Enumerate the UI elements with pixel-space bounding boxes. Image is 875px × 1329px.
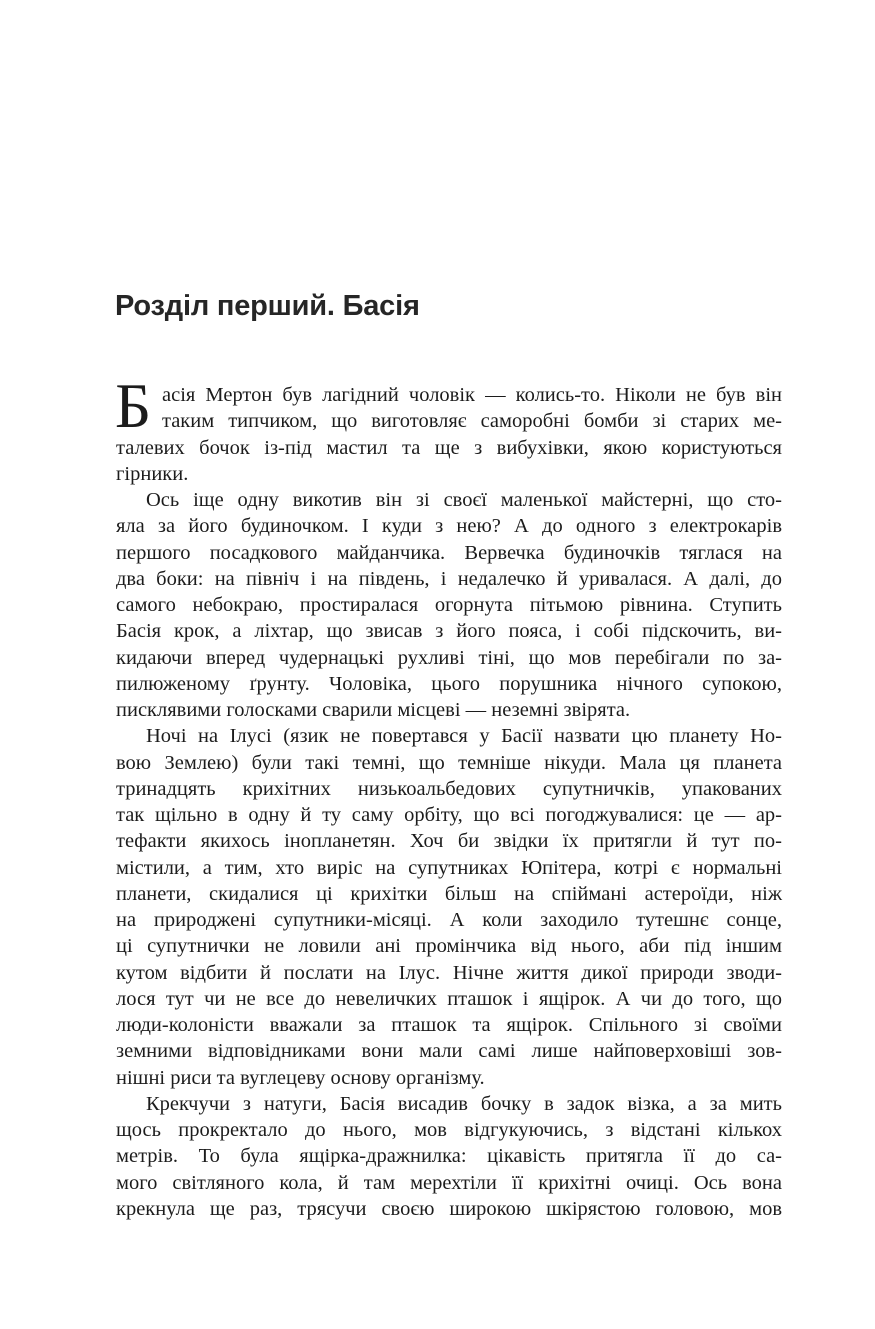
- text-line: асія Мертон був лагідний чоловік — колись-то. Ніколи не був він: [162, 384, 782, 406]
- paragraph: [115, 371, 782, 487]
- text-line: люди-колоністи вважали за пташок та ящірок. Спільного зі своїми: [116, 1014, 782, 1036]
- text-line: Басія крок, а ліхтар, що звисав з його пояса, і собі підскочить, ви-: [116, 620, 782, 643]
- text-line: на природжені супутники-місяці. А коли заходило тутешнє сонце,: [116, 909, 782, 931]
- text-line: ці супутнички не ловили ані промінчика від нього, аби під іншим: [116, 935, 782, 958]
- text-line: планети, скидалися ці крихітки більш на спіймані астероїди, ніж: [116, 882, 782, 905]
- text-line: кидаючи вперед чудернацькі рухливі тіні, що мов перебігали по за-: [116, 646, 782, 669]
- text-line: таким типчиком, що виготовляє саморобні бомби зі старих ме-: [162, 410, 782, 433]
- text-line: кутом відбити й послати на Ілус. Нічне життя дикої природи зводи-: [116, 961, 782, 984]
- text-line: тринадцять крихітних низькоальбедових супутничків, упакованих: [116, 777, 782, 800]
- text-line: щось прокректало до нього, мов відгукуючись, з відстані кількох: [116, 1119, 782, 1141]
- text-line: Ночі на Ілусі (язик не повертався у Басії назвати цю планету Но-: [146, 725, 782, 748]
- text-line: гірники.: [116, 462, 189, 485]
- paragraph: [116, 723, 782, 1091]
- text-line: пилюженому ґрунту. Чоловіка, цього порушника нічного супокою,: [116, 672, 782, 695]
- text-line: тефакти якихось інопланетян. Хоч би звідки їх притягли й тут по-: [116, 830, 782, 853]
- chapter-body: [115, 371, 782, 1222]
- text-line: два боки: на північ і на південь, і недалечко й уривалася. А далі, до: [116, 567, 782, 590]
- dropcap-letter: Б: [115, 371, 152, 441]
- text-line: метрів. То була ящірка-дражнилка: цікавість притягла її до са-: [116, 1145, 782, 1168]
- text-line: так щільно в одну й ту саму орбіту, що всі погоджувалися: це — ар-: [116, 804, 782, 826]
- text-line: самого небокраю, простиралася огорнута пітьмою рівнина. Ступить: [116, 594, 782, 616]
- text-line: талевих бочок із-під мастил та ще з вибухівки, якою користуються: [116, 436, 782, 459]
- paragraph: [116, 487, 782, 723]
- text-line: крекнула ще раз, трясучи своєю широкою шкірястою головою, мов: [116, 1197, 782, 1220]
- text-line: лося тут чи не все до невеличких пташок і ящірок. А чи до того, що: [116, 987, 782, 1010]
- text-line: писклявими голосками сварили місцеві — неземні звірята.: [116, 699, 631, 721]
- chapter-title: Розділ перший. Басія: [115, 290, 420, 322]
- text-line: містили, а тим, хто виріс на супутниках Юпітера, котрі є нормальні: [116, 856, 782, 879]
- text-line: земними відповідниками вони мали самі лише найповерховіші зов-: [116, 1040, 782, 1063]
- text-line: Крекчучи з натуги, Басія висадив бочку в задок візка, а за мить: [146, 1092, 782, 1115]
- text-line: вою Землею) були такі темні, що темніше нікуди. Мала ця планета: [116, 751, 782, 774]
- text-line: яла за його будиночком. І куди з нею? А до одного з електрокарів: [116, 515, 782, 538]
- text-line: Ось іще одну викотив він зі своєї маленької майстерні, що сто-: [146, 489, 782, 511]
- text-line: першого посадкового майданчика. Вервечка будиночків тяглася на: [116, 541, 782, 564]
- paragraph: [116, 1091, 782, 1222]
- text-line: мого світляного кола, й там мерехтіли її крихітні очиці. Ось вона: [116, 1171, 782, 1194]
- text-line: нішні риси та вуглецеву основу організму.: [116, 1066, 485, 1089]
